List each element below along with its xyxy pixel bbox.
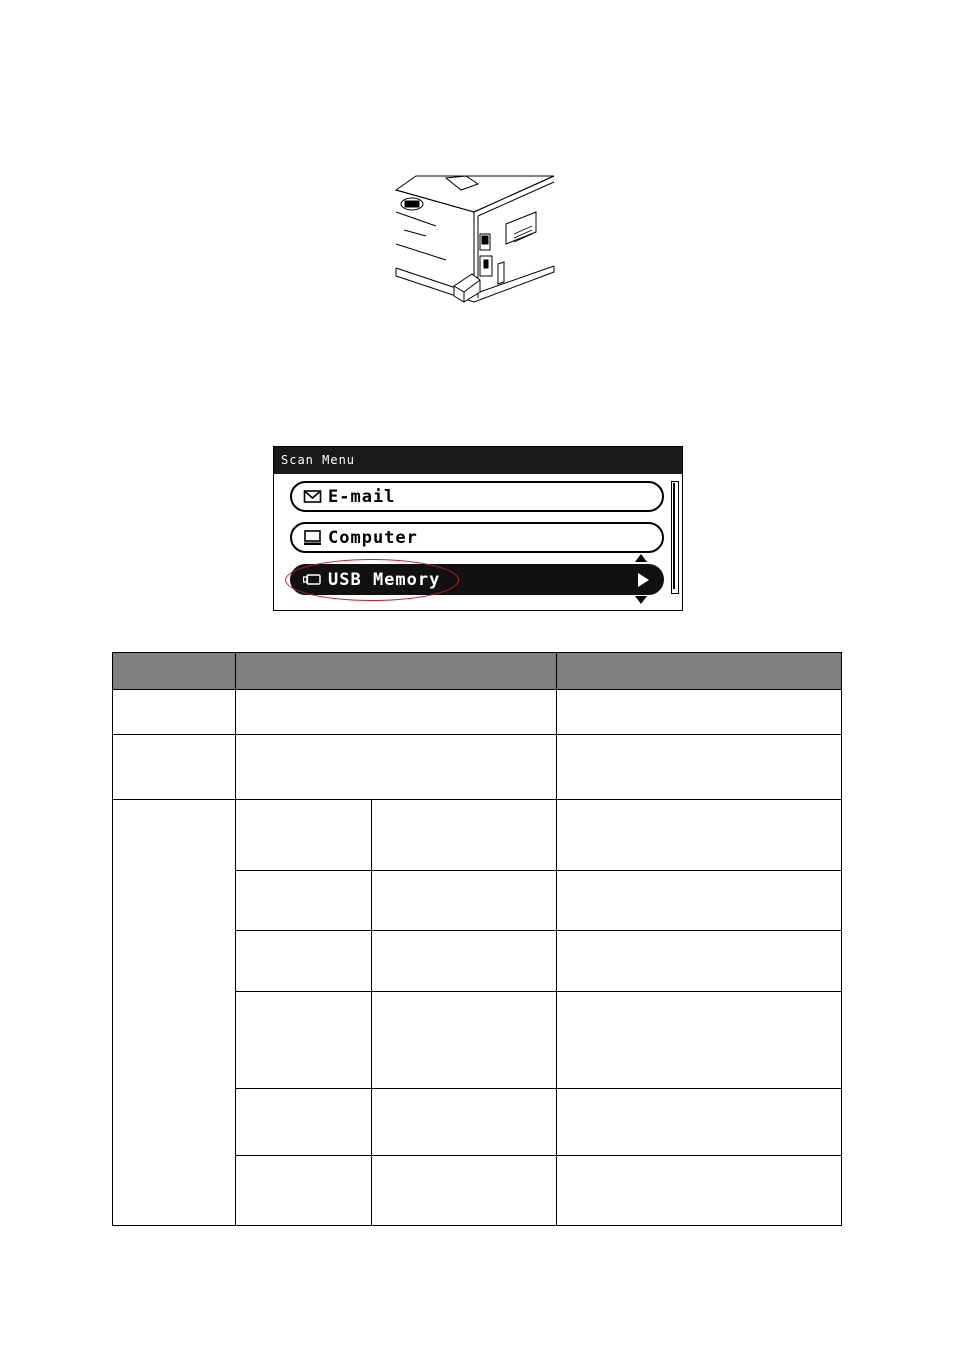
- table-cell: [236, 871, 372, 931]
- table-row: [113, 735, 842, 800]
- table-cell: [372, 871, 557, 931]
- menu-item-label: Computer: [328, 528, 418, 548]
- table-cell: [557, 931, 842, 992]
- table-cell: [557, 735, 842, 800]
- menu-item-email[interactable]: [290, 481, 664, 512]
- table-cell: [372, 992, 557, 1089]
- table-cell: [236, 931, 372, 992]
- table-header-row: [113, 653, 842, 690]
- settings-table: [112, 652, 842, 1226]
- lcd-header: [274, 447, 682, 474]
- table-header-cell: [236, 653, 557, 690]
- table-cell: [557, 871, 842, 931]
- scroll-down-arrow-icon[interactable]: [635, 596, 647, 604]
- table-cell: [372, 800, 557, 871]
- table-cell: [372, 1156, 557, 1226]
- table-header-cell: [113, 653, 236, 690]
- table-row: [113, 800, 842, 871]
- table-cell: [113, 735, 236, 800]
- chevron-right-icon: [636, 573, 650, 587]
- lcd-title: Scan Menu: [281, 453, 356, 467]
- table-cell: [372, 931, 557, 992]
- scroll-up-arrow-icon[interactable]: [635, 554, 647, 562]
- table-group-cell: [113, 800, 236, 1226]
- table-cell: [557, 690, 842, 735]
- computer-icon: [303, 530, 323, 546]
- usb-memory-highlight-circle: [285, 559, 459, 601]
- table-cell: [557, 800, 842, 871]
- table-cell: [113, 690, 236, 735]
- table-row: [113, 690, 842, 735]
- menu-item-label: USB Memory: [328, 570, 441, 590]
- menu-item-label: E-mail: [328, 487, 396, 507]
- lcd-scrollbar[interactable]: [671, 481, 679, 594]
- table-cell: [236, 1089, 372, 1156]
- table-header-cell: [557, 653, 842, 690]
- table-cell: [236, 992, 372, 1089]
- table-cell: [372, 1089, 557, 1156]
- table-cell: [236, 690, 557, 735]
- menu-item-computer[interactable]: [290, 522, 664, 553]
- table-cell: [236, 1156, 372, 1226]
- table-cell: [557, 1156, 842, 1226]
- table-cell: [557, 992, 842, 1089]
- table-cell: [236, 735, 557, 800]
- table-cell: [236, 800, 372, 871]
- table-cell: [557, 1089, 842, 1156]
- printer-usb-port-icon: [386, 172, 564, 306]
- envelope-icon: [303, 489, 323, 505]
